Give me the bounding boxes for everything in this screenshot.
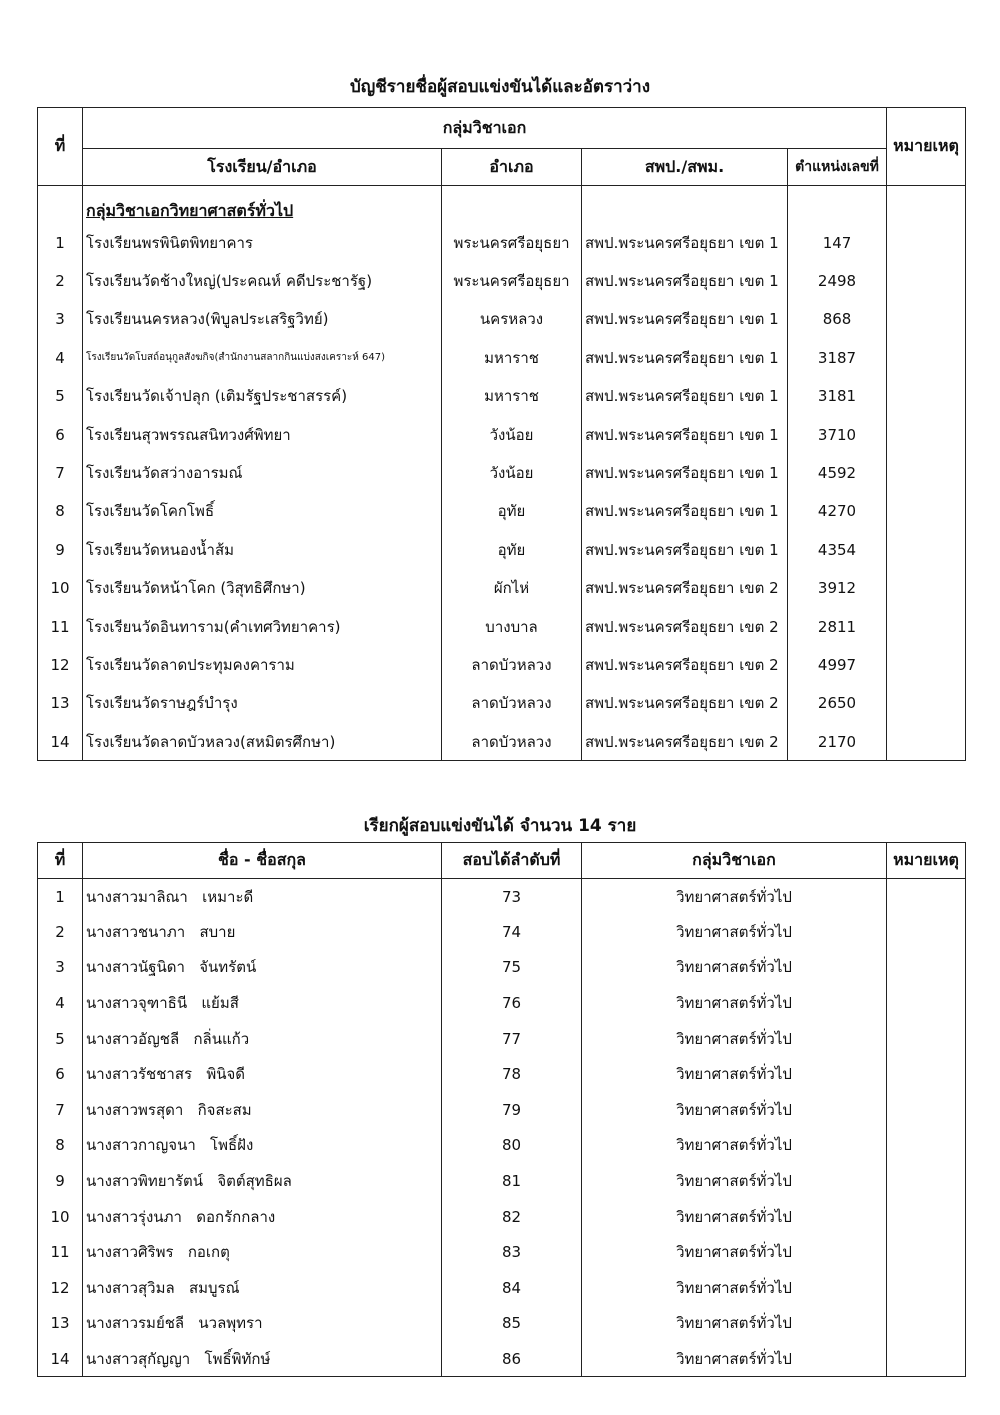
school-name: โรงเรียนวัดลาดประทุมคงคาราม: [83, 646, 442, 684]
remark-cell: [887, 339, 966, 377]
header-subject-group: กลุ่มวิชาเอก: [83, 108, 887, 149]
remark-cell: [887, 224, 966, 262]
exam-rank: 83: [442, 1234, 582, 1270]
row-number: 13: [38, 1306, 83, 1342]
remark-cell: [887, 569, 966, 607]
subject-group: วิทยาศาสตร์ทั่วไป: [582, 879, 887, 915]
row-number: 4: [38, 339, 83, 377]
office-name: สพป.พระนครศรีอยุธยา เขต 1: [582, 224, 788, 262]
table-row: [38, 415, 966, 453]
exam-rank: 84: [442, 1270, 582, 1306]
district-name: ลาดบัวหลวง: [442, 646, 582, 684]
header-name: ชื่อ - ชื่อสกุล: [83, 843, 442, 879]
office-name: สพป.พระนครศรีอยุธยา เขต 2: [582, 569, 788, 607]
position-number: 3912: [788, 569, 887, 607]
subject-group: วิทยาศาสตร์ทั่วไป: [582, 985, 887, 1021]
row-number: 14: [38, 1341, 83, 1377]
row-number: 6: [38, 1056, 83, 1092]
remark-cell: [887, 1306, 966, 1342]
row-number: 2: [38, 262, 83, 300]
remark-cell: [887, 1270, 966, 1306]
table-row: [38, 607, 966, 645]
candidate-name: นางสาวศิริพร กอเกตุ: [83, 1234, 442, 1270]
table-row: [38, 1341, 966, 1377]
exam-rank: 79: [442, 1092, 582, 1128]
header-no: ที่: [38, 108, 83, 186]
remark-cell: [887, 377, 966, 415]
vacancy-title: บัญชีรายชื่อผู้สอบแข่งขันได้และอัตราว่าง: [349, 77, 651, 97]
office-name: สพป.พระนครศรีอยุธยา เขต 1: [582, 531, 788, 569]
position-number: 2498: [788, 262, 887, 300]
table-row: [38, 454, 966, 492]
exam-rank: 78: [442, 1056, 582, 1092]
remark-cell: [887, 492, 966, 530]
remark-cell: [887, 300, 966, 338]
district-name: นครหลวง: [442, 300, 582, 338]
remark-cell: [887, 454, 966, 492]
table-row: [38, 224, 966, 262]
row-number: 13: [38, 684, 83, 722]
position-number: 2170: [788, 723, 887, 761]
table-row: [38, 300, 966, 338]
office-name: สพป.พระนครศรีอยุธยา เขต 1: [582, 262, 788, 300]
office-name: สพป.พระนครศรีอยุธยา เขต 1: [582, 339, 788, 377]
district-name: พระนครศรีอยุธยา: [442, 262, 582, 300]
office-name: สพป.พระนครศรีอยุธยา เขต 1: [582, 415, 788, 453]
table-row: [38, 1199, 966, 1235]
district-name: วังน้อย: [442, 454, 582, 492]
school-name: โรงเรียนวัดเจ้าปลุก (เติมรัฐประชาสรรค์): [83, 377, 442, 415]
remark-cell: [887, 1021, 966, 1057]
row-number: 1: [38, 224, 83, 262]
row-number: 9: [38, 531, 83, 569]
vacancy-table: [37, 107, 966, 761]
district-name: มหาราช: [442, 339, 582, 377]
subject-group: วิทยาศาสตร์ทั่วไป: [582, 1092, 887, 1128]
remark-cell: [887, 1163, 966, 1199]
subject-group: วิทยาศาสตร์ทั่วไป: [582, 1021, 887, 1057]
school-name: โรงเรียนวัดลาดบัวหลวง(สหมิตรศึกษา): [83, 723, 442, 761]
row-number: 12: [38, 1270, 83, 1306]
header-school: โรงเรียน/อำเภอ: [83, 149, 442, 186]
row-number: 5: [38, 1021, 83, 1057]
remark-cell: [887, 1056, 966, 1092]
district-name: วังน้อย: [442, 415, 582, 453]
office-name: สพป.พระนครศรีอยุธยา เขต 2: [582, 646, 788, 684]
header-remark: หมายเหตุ: [887, 843, 966, 879]
subject-group: วิทยาศาสตร์ทั่วไป: [582, 1199, 887, 1235]
row-number: 3: [38, 300, 83, 338]
row-number: 7: [38, 1092, 83, 1128]
candidate-name: นางสาวรมย์ชลี นวลพุทรา: [83, 1306, 442, 1342]
row-number: 8: [38, 1128, 83, 1164]
position-number: 3710: [788, 415, 887, 453]
candidate-name: นางสาวรุ่งนภา ดอกรักกลาง: [83, 1199, 442, 1235]
row-number: 6: [38, 415, 83, 453]
table-row: [38, 531, 966, 569]
row-number: 10: [38, 569, 83, 607]
remark-cell: [887, 646, 966, 684]
school-name: โรงเรียนวัดอินทาราม(คำเทศวิทยาคาร): [83, 607, 442, 645]
subject-group: วิทยาศาสตร์ทั่วไป: [582, 1128, 887, 1164]
header-position: ตำแหน่งเลขที่: [788, 149, 887, 186]
candidate-name: นางสาวรัชชาสร พินิจดี: [83, 1056, 442, 1092]
exam-rank: 82: [442, 1199, 582, 1235]
position-number: 4592: [788, 454, 887, 492]
district-name: ลาดบัวหลวง: [442, 684, 582, 722]
exam-rank: 75: [442, 950, 582, 986]
candidate-name: นางสาวกาญจนา โพธิ์ฝัง: [83, 1128, 442, 1164]
subject-group: วิทยาศาสตร์ทั่วไป: [582, 950, 887, 986]
header-district: อำเภอ: [442, 149, 582, 186]
header-subject-group: กลุ่มวิชาเอก: [582, 843, 887, 879]
row-number: 1: [38, 879, 83, 915]
position-number: 4354: [788, 531, 887, 569]
candidate-name: นางสาวพรสุดา กิจสะสม: [83, 1092, 442, 1128]
remark-cell: [887, 950, 966, 986]
subject-group: วิทยาศาสตร์ทั่วไป: [582, 1056, 887, 1092]
candidates-table: [37, 842, 966, 1377]
district-name: มหาราช: [442, 377, 582, 415]
subject-heading-row: [38, 186, 966, 224]
exam-rank: 76: [442, 985, 582, 1021]
table-row: [38, 985, 966, 1021]
remark-cell: [887, 879, 966, 915]
table-row: [38, 339, 966, 377]
exam-rank: 73: [442, 879, 582, 915]
table-row: [38, 569, 966, 607]
district-name: อุทัย: [442, 492, 582, 530]
position-number: 3187: [788, 339, 887, 377]
remark-cell: [887, 723, 966, 761]
school-name: โรงเรียนวัดสว่างอารมณ์: [83, 454, 442, 492]
school-name: โรงเรียนนครหลวง(พิบูลประเสริฐวิทย์): [83, 300, 442, 338]
subject-group: วิทยาศาสตร์ทั่วไป: [582, 1270, 887, 1306]
remark-cell: [887, 914, 966, 950]
remark-cell: [887, 607, 966, 645]
table-row: [38, 1270, 966, 1306]
candidate-name: นางสาวสุวิมล สมบูรณ์: [83, 1270, 442, 1306]
subject-group: วิทยาศาสตร์ทั่วไป: [582, 1163, 887, 1199]
table-row: [38, 914, 966, 950]
row-number: 11: [38, 607, 83, 645]
office-name: สพป.พระนครศรีอยุธยา เขต 1: [582, 454, 788, 492]
row-number: 10: [38, 1199, 83, 1235]
school-name: โรงเรียนวัดหนองน้ำส้ม: [83, 531, 442, 569]
remark-cell: [887, 684, 966, 722]
candidate-name: นางสาวมาลิณา เหมาะดี: [83, 879, 442, 915]
exam-rank: 85: [442, 1306, 582, 1342]
remark-cell: [887, 262, 966, 300]
remark-cell: [887, 415, 966, 453]
position-number: 4270: [788, 492, 887, 530]
subject-group: วิทยาศาสตร์ทั่วไป: [582, 1234, 887, 1270]
school-name: โรงเรียนวัดโคกโพธิ์: [83, 492, 442, 530]
row-number: 2: [38, 914, 83, 950]
header-rank: สอบได้ลำดับที่: [442, 843, 582, 879]
candidate-name: นางสาวพิทยารัตน์ จิตต์สุทธิผล: [83, 1163, 442, 1199]
table-row: [38, 1163, 966, 1199]
table-row: [38, 950, 966, 986]
row-number: 3: [38, 950, 83, 986]
row-number: 7: [38, 454, 83, 492]
remark-cell: [887, 1234, 966, 1270]
table-row: [38, 684, 966, 722]
office-name: สพป.พระนครศรีอยุธยา เขต 1: [582, 377, 788, 415]
exam-rank: 74: [442, 914, 582, 950]
school-name: โรงเรียนสุวพรรณสนิทวงศ์พิทยา: [83, 415, 442, 453]
row-number: 12: [38, 646, 83, 684]
remark-cell: [887, 1128, 966, 1164]
remark-cell: [887, 1199, 966, 1235]
position-number: 2811: [788, 607, 887, 645]
table-row: [38, 1021, 966, 1057]
table-row: [38, 646, 966, 684]
candidates-title: เรียกผู้สอบแข่งขันได้ จำนวน 14 ราย: [363, 816, 637, 836]
school-name: โรงเรียนวัดโบสถ์อนุกูลสังฆกิจ(สำนักงานสลากกินแบ่งสงเคราะห์ 647): [83, 339, 442, 377]
row-number: 14: [38, 723, 83, 761]
table-row: [38, 879, 966, 915]
row-number: 9: [38, 1163, 83, 1199]
subject-group: วิทยาศาสตร์ทั่วไป: [582, 914, 887, 950]
row-number: 5: [38, 377, 83, 415]
exam-rank: 81: [442, 1163, 582, 1199]
remark-cell: [887, 531, 966, 569]
header-no: ที่: [38, 843, 83, 879]
subject-heading: กลุ่มวิชาเอกวิทยาศาสตร์ทั่วไป: [86, 200, 294, 220]
office-name: สพป.พระนครศรีอยุธยา เขต 1: [582, 492, 788, 530]
header-office: สพป./สพม.: [582, 149, 788, 186]
candidate-name: นางสาวอัญชลี กลิ่นแก้ว: [83, 1021, 442, 1057]
school-name: โรงเรียนวัดราษฎร์บำรุง: [83, 684, 442, 722]
table-row: [38, 723, 966, 761]
subject-group: วิทยาศาสตร์ทั่วไป: [582, 1341, 887, 1377]
district-name: บางบาล: [442, 607, 582, 645]
table-row: [38, 1056, 966, 1092]
table-row: [38, 1306, 966, 1342]
school-name: โรงเรียนพรพินิตพิทยาคาร: [83, 224, 442, 262]
table-row: [38, 1092, 966, 1128]
subject-group: วิทยาศาสตร์ทั่วไป: [582, 1306, 887, 1342]
office-name: สพป.พระนครศรีอยุธยา เขต 2: [582, 723, 788, 761]
candidate-name: นางสาวจุฑาธินี แย้มสี: [83, 985, 442, 1021]
position-number: 4997: [788, 646, 887, 684]
table-row: [38, 1128, 966, 1164]
position-number: 868: [788, 300, 887, 338]
office-name: สพป.พระนครศรีอยุธยา เขต 1: [582, 300, 788, 338]
row-number: 4: [38, 985, 83, 1021]
remark-cell: [887, 1341, 966, 1377]
candidate-name: นางสาวสุกัญญา โพธิ์พิทักษ์: [83, 1341, 442, 1377]
table-row: [38, 1234, 966, 1270]
district-name: ลาดบัวหลวง: [442, 723, 582, 761]
position-number: 2650: [788, 684, 887, 722]
district-name: อุทัย: [442, 531, 582, 569]
school-name: โรงเรียนวัดหน้าโคก (วิสุทธิศึกษา): [83, 569, 442, 607]
school-name: โรงเรียนวัดช้างใหญ่(ประคณห์ คดีประชารัฐ): [83, 262, 442, 300]
row-number: 11: [38, 1234, 83, 1270]
position-number: 147: [788, 224, 887, 262]
row-number: 8: [38, 492, 83, 530]
office-name: สพป.พระนครศรีอยุธยา เขต 2: [582, 607, 788, 645]
remark-cell: [887, 985, 966, 1021]
table-row: [38, 262, 966, 300]
table-row: [38, 492, 966, 530]
header-remark: หมายเหตุ: [887, 108, 966, 186]
district-name: พระนครศรีอยุธยา: [442, 224, 582, 262]
table-row: [38, 377, 966, 415]
candidate-name: นางสาวชนาภา สบาย: [83, 914, 442, 950]
exam-rank: 86: [442, 1341, 582, 1377]
exam-rank: 77: [442, 1021, 582, 1057]
office-name: สพป.พระนครศรีอยุธยา เขต 2: [582, 684, 788, 722]
district-name: ผักไห่: [442, 569, 582, 607]
remark-cell: [887, 1092, 966, 1128]
candidate-name: นางสาวนัฐนิดา จันทรัตน์: [83, 950, 442, 986]
position-number: 3181: [788, 377, 887, 415]
exam-rank: 80: [442, 1128, 582, 1164]
